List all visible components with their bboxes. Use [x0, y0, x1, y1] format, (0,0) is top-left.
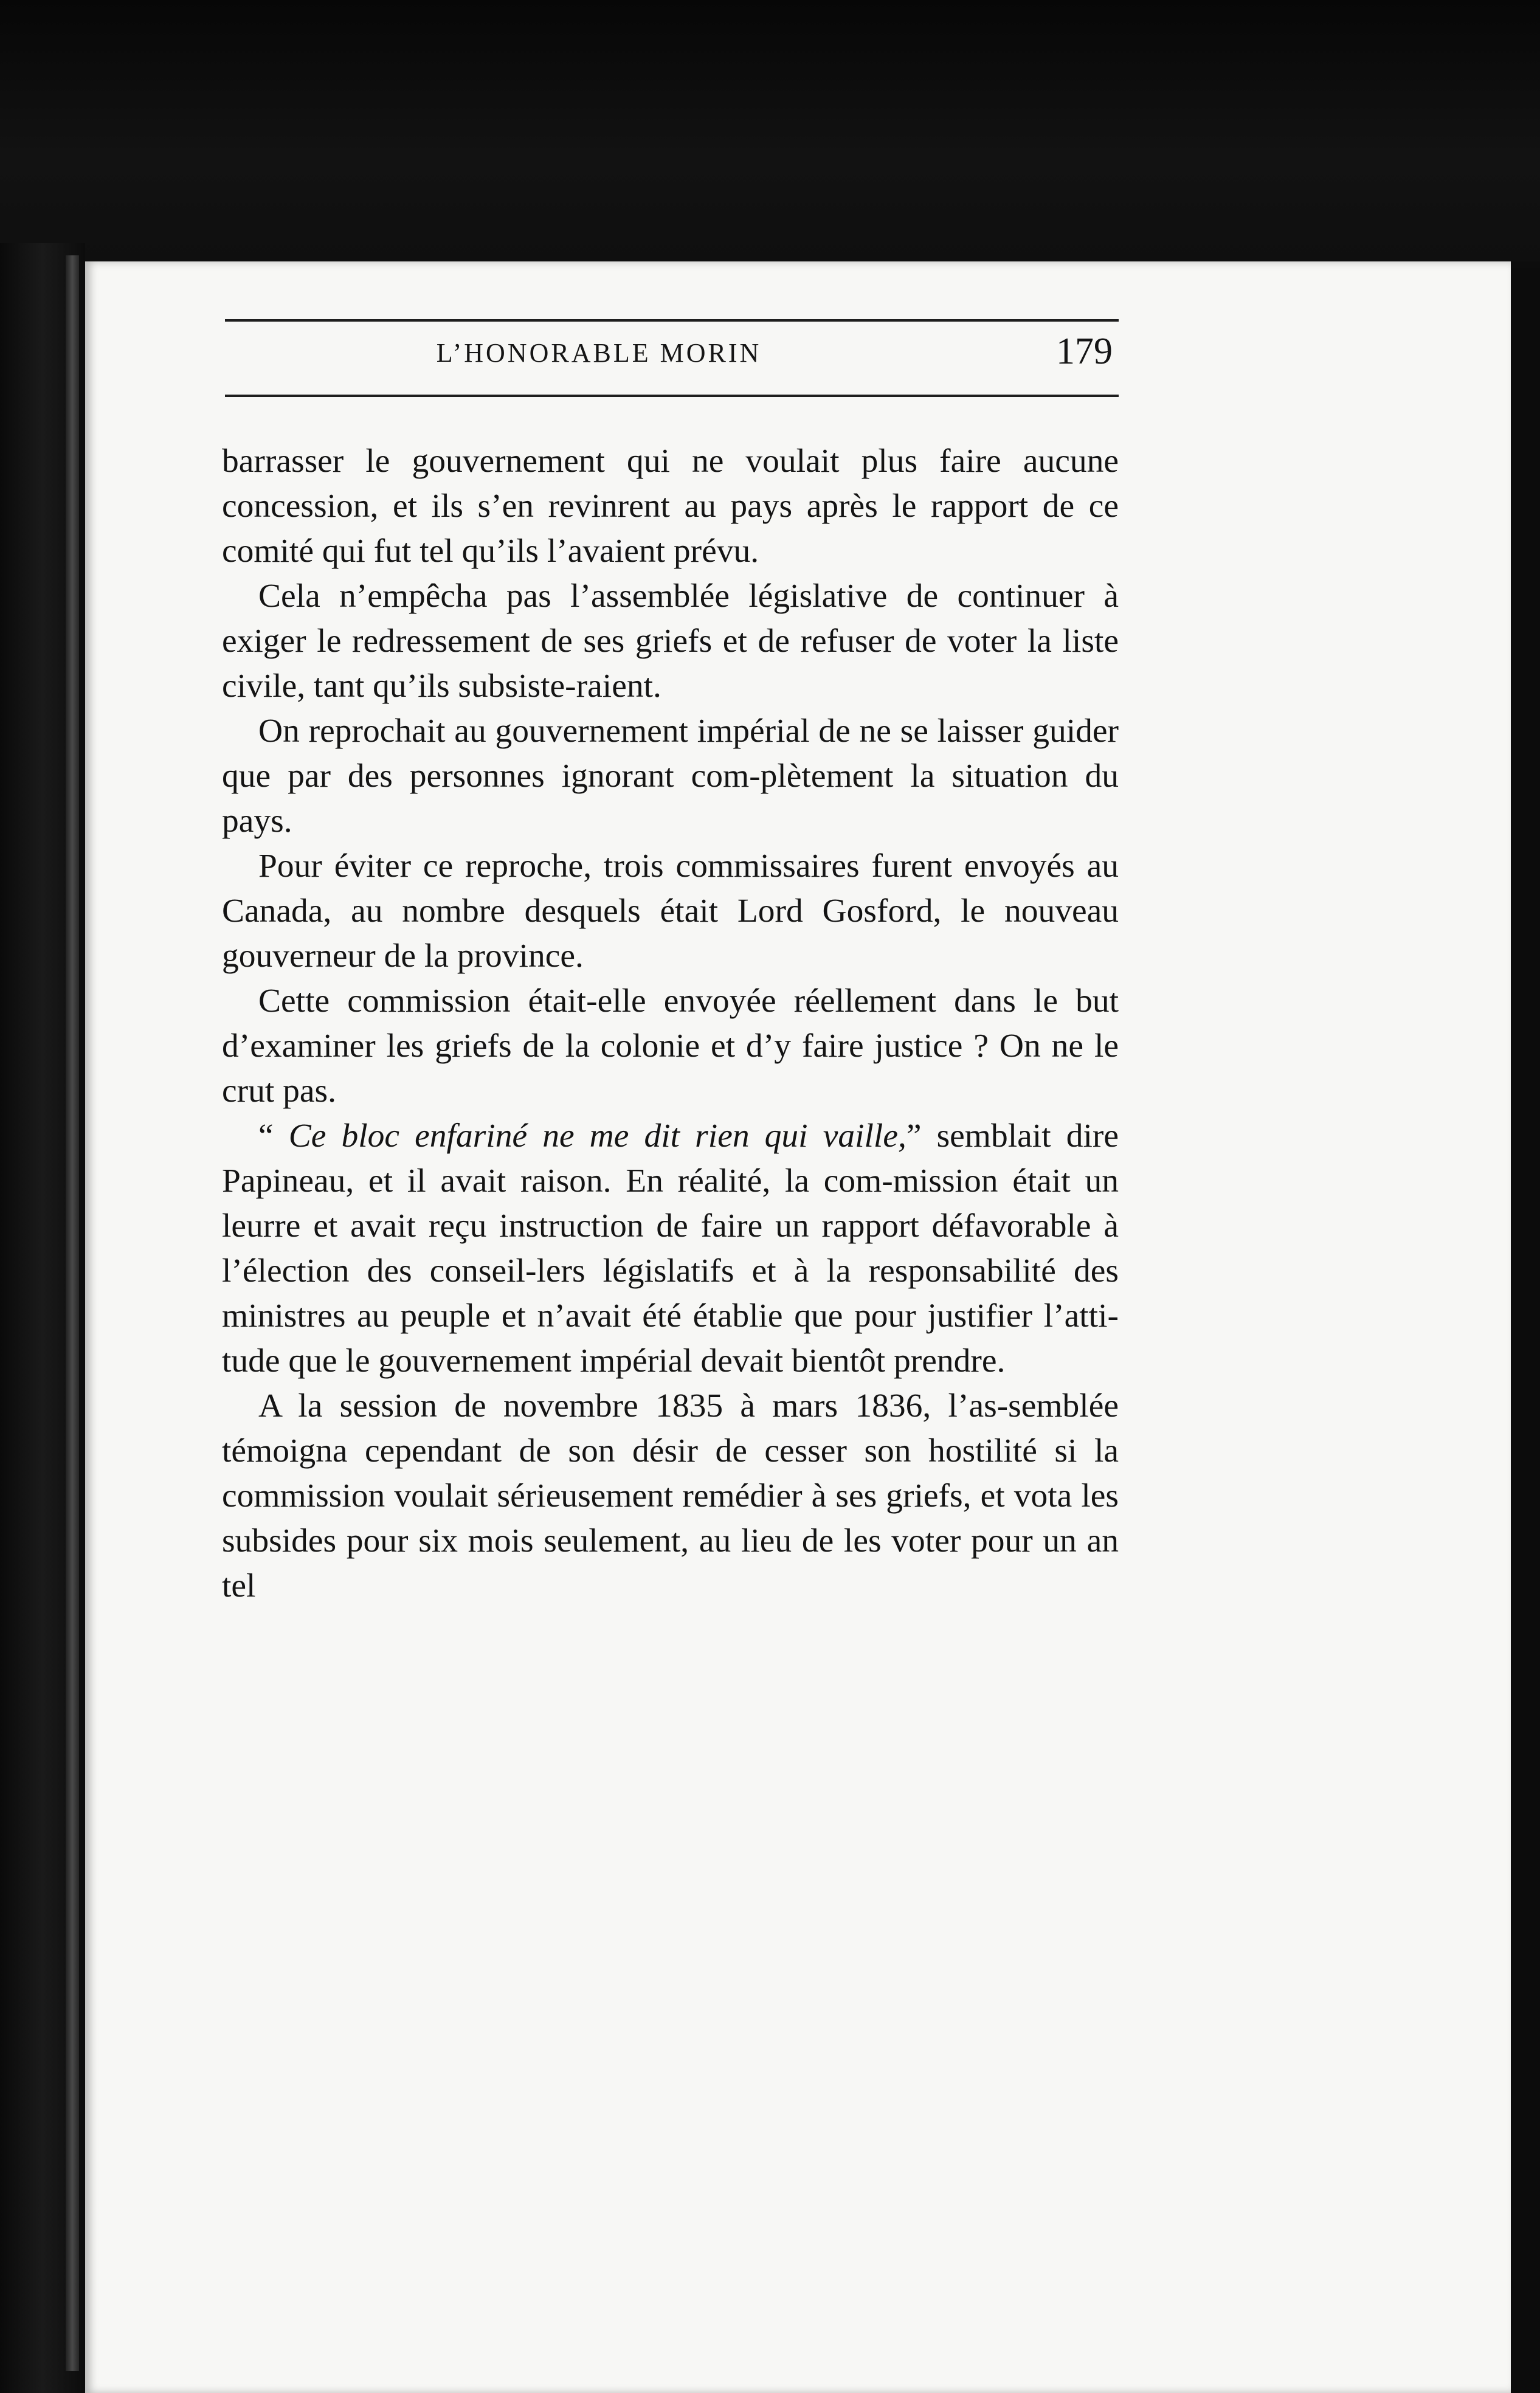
paragraph-last: A la session de novembre 1835 à mars 1836, l’as-semblée témoigna cependant de son désir de cesser son hostilité si la commission voulait sérieusement remédier à ses griefs, et vota les subsides pour six mois seulement, au lieu de les voter pour un an tel: [222, 1387, 1119, 1604]
running-title: L’HONORABLE MORIN: [436, 338, 762, 368]
quoted-phrase: Ce bloc enfariné ne me dit rien qui vaille,: [288, 1117, 906, 1155]
paragraph-quote: [222, 1114, 1119, 1384]
open-quote: “: [258, 1117, 274, 1155]
paragraph-3: On reprochait au gouvernement impérial de ne se laisser guider que par des personnes ignorant com-plètement la situation du pays.: [222, 713, 1119, 840]
scan-background-top: [0, 0, 1540, 261]
book-spine-edge: [66, 255, 79, 2371]
page-number: 179: [1056, 331, 1113, 372]
page-header: [225, 319, 1119, 397]
body-text: [222, 439, 1119, 1609]
paragraph-1: barrasser le gouvernement qui ne voulait plus faire aucune concession, et ils s’en revinrent au pays après le rapport de ce comité qui fut tel qu’ils l’avaient prévu.: [222, 443, 1119, 570]
quote-paragraph-rest: ” semblait dire Papineau, et il avait raison. En réalité, la com-mission était un leurre et avait reçu instruction de faire un rapport défavorable à l’élection des conseil-lers législatifs et à la responsabilité des ministres au peuple et n’avait été établie que pour justifier l’atti-tude que le gouvernement impérial devait bientôt prendre.: [222, 1117, 1119, 1380]
running-head: [225, 331, 1119, 390]
scan-background-right: [1511, 268, 1540, 2393]
header-bottom-rule: [225, 395, 1119, 397]
header-top-rule: [225, 319, 1119, 322]
paragraph-4: Pour éviter ce reproche, trois commissaires furent envoyés au Canada, au nombre desquels était Lord Gosford, le nouveau gouverneur de la province.: [222, 848, 1119, 975]
paragraph-2: Cela n’empêcha pas l’assemblée législative de continuer à exiger le redressement de ses griefs et de refuser de voter la liste civile, tant qu’ils subsiste-raient.: [222, 578, 1119, 705]
paragraph-5: Cette commission était-elle envoyée réellement dans le but d’examiner les griefs de la colonie et d’y faire justice ? On ne le crut pas.: [222, 982, 1119, 1110]
